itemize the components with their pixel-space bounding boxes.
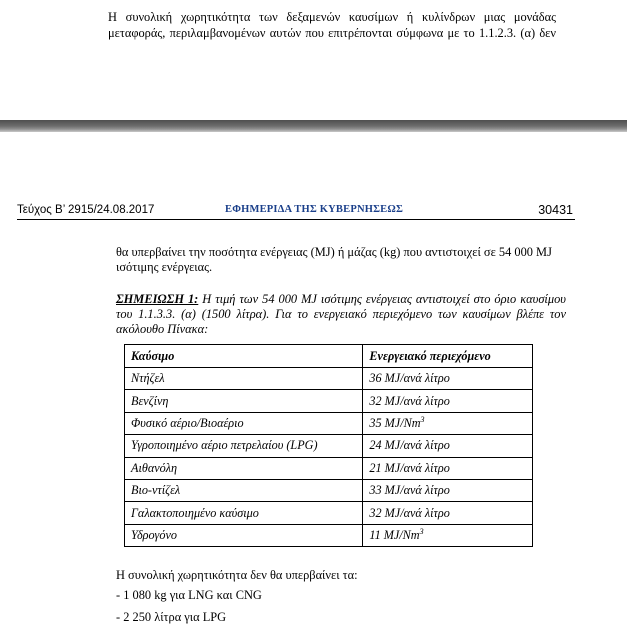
table-row: [125, 390, 533, 412]
table-header-row: [125, 345, 533, 368]
energy-content-cell: [363, 502, 533, 524]
energy-content-cell: [363, 412, 533, 434]
energy-value: 24 MJ/ανά λίτρο: [369, 438, 450, 453]
energy-value: 33 MJ/ανά λίτρο: [369, 483, 450, 498]
previous-page-line-2: μεταφοράς, περιλαμβανομένων αυτών που επιτρέπονται σύμφωνα με το 1.1.2.3. (α) δεν: [108, 26, 556, 40]
page-number: 30431: [538, 203, 573, 217]
table-row: [125, 479, 533, 501]
fuel-name-cell: Βενζίνη: [125, 390, 363, 412]
fuel-name-cell: Υγροποιημένο αέριο πετρελαίου (LPG): [125, 435, 363, 457]
fuel-name-cell: Ντήζελ: [125, 368, 363, 390]
list-item: - 1 080 kg για LNG και CNG: [116, 588, 262, 602]
energy-content-cell: [363, 524, 533, 546]
unit-superscript: 3: [419, 527, 424, 537]
column-header-fuel: Καύσιμο: [125, 345, 363, 368]
energy-content-cell: [363, 368, 533, 390]
energy-content-cell: [363, 457, 533, 479]
energy-value: 35 MJ/Nm: [369, 416, 421, 431]
energy-value: 32 MJ/ανά λίτρο: [369, 505, 450, 520]
note-text: Η τιμή των 54 000 MJ ισότιμης ενέργειας αντιστοιχεί στο όριο καυσίμου του 1.1.3.3. (α) (1500 λίτρα). Για το ενεργειακό περιεχόμενο των καυσίμων βλέπε τον ακόλουθο Πίνακα:: [116, 292, 566, 336]
issue-label: Τεύχος Β’ 2915/24.08.2017: [17, 204, 155, 216]
energy-value: 21 MJ/ανά λίτρο: [369, 460, 450, 475]
energy-value: 36 MJ/ανά λίτρο: [369, 371, 450, 386]
capacity-summary: Η συνολική χωρητικότητα δεν θα υπερβαίνει τα:: [116, 568, 358, 582]
fuel-name-cell: Υδρογόνο: [125, 524, 363, 546]
energy-value: 32 MJ/ανά λίτρο: [369, 393, 450, 408]
table-row: [125, 457, 533, 479]
note-1: [116, 292, 566, 337]
page-header: [17, 202, 575, 220]
table-row: [125, 502, 533, 524]
table-row: [125, 368, 533, 390]
previous-page-line-1: Η συνολική χωρητικότητα των δεξαμενών καυσίμων ή κυλίνδρων μιας μονάδας: [108, 10, 556, 24]
fuel-name-cell: Φυσικό αέριο/Βιοαέριο: [125, 412, 363, 434]
fuel-name-cell: Αιθανόλη: [125, 457, 363, 479]
energy-content-cell: [363, 390, 533, 412]
page-separator: [0, 120, 627, 132]
energy-content-cell: [363, 435, 533, 457]
energy-content-cell: [363, 479, 533, 501]
unit-superscript: 3: [420, 415, 425, 425]
table-row: [125, 524, 533, 546]
table-row: [125, 412, 533, 434]
list-item: - 2 250 λίτρα για LPG: [116, 610, 227, 624]
previous-page-text: [108, 9, 556, 41]
paragraph-energy-limit: θα υπερβαίνει την ποσότητα ενέργειας (MJ) ή μάζας (kg) που αντιστοιχεί σε 54 000 MJ ισότιμης ενέργειας.: [116, 245, 552, 274]
energy-content-table: [124, 344, 533, 547]
energy-value: 11 MJ/Nm: [369, 528, 420, 543]
column-header-energy: Ενεργειακό περιεχόμενο: [363, 345, 533, 368]
fuel-name-cell: Γαλακτοποιημένο καύσιμο: [125, 502, 363, 524]
header-rule: [17, 219, 575, 220]
gazette-title: ΕΦΗΜΕΡΙΔΑ ΤΗΣ ΚΥΒΕΡΝΗΣΕΩΣ: [225, 204, 404, 215]
fuel-name-cell: Βιο-ντίζελ: [125, 479, 363, 501]
table-row: [125, 435, 533, 457]
capacity-list: [116, 588, 566, 632]
note-label: ΣΗΜΕΙΩΣΗ 1:: [116, 292, 199, 306]
